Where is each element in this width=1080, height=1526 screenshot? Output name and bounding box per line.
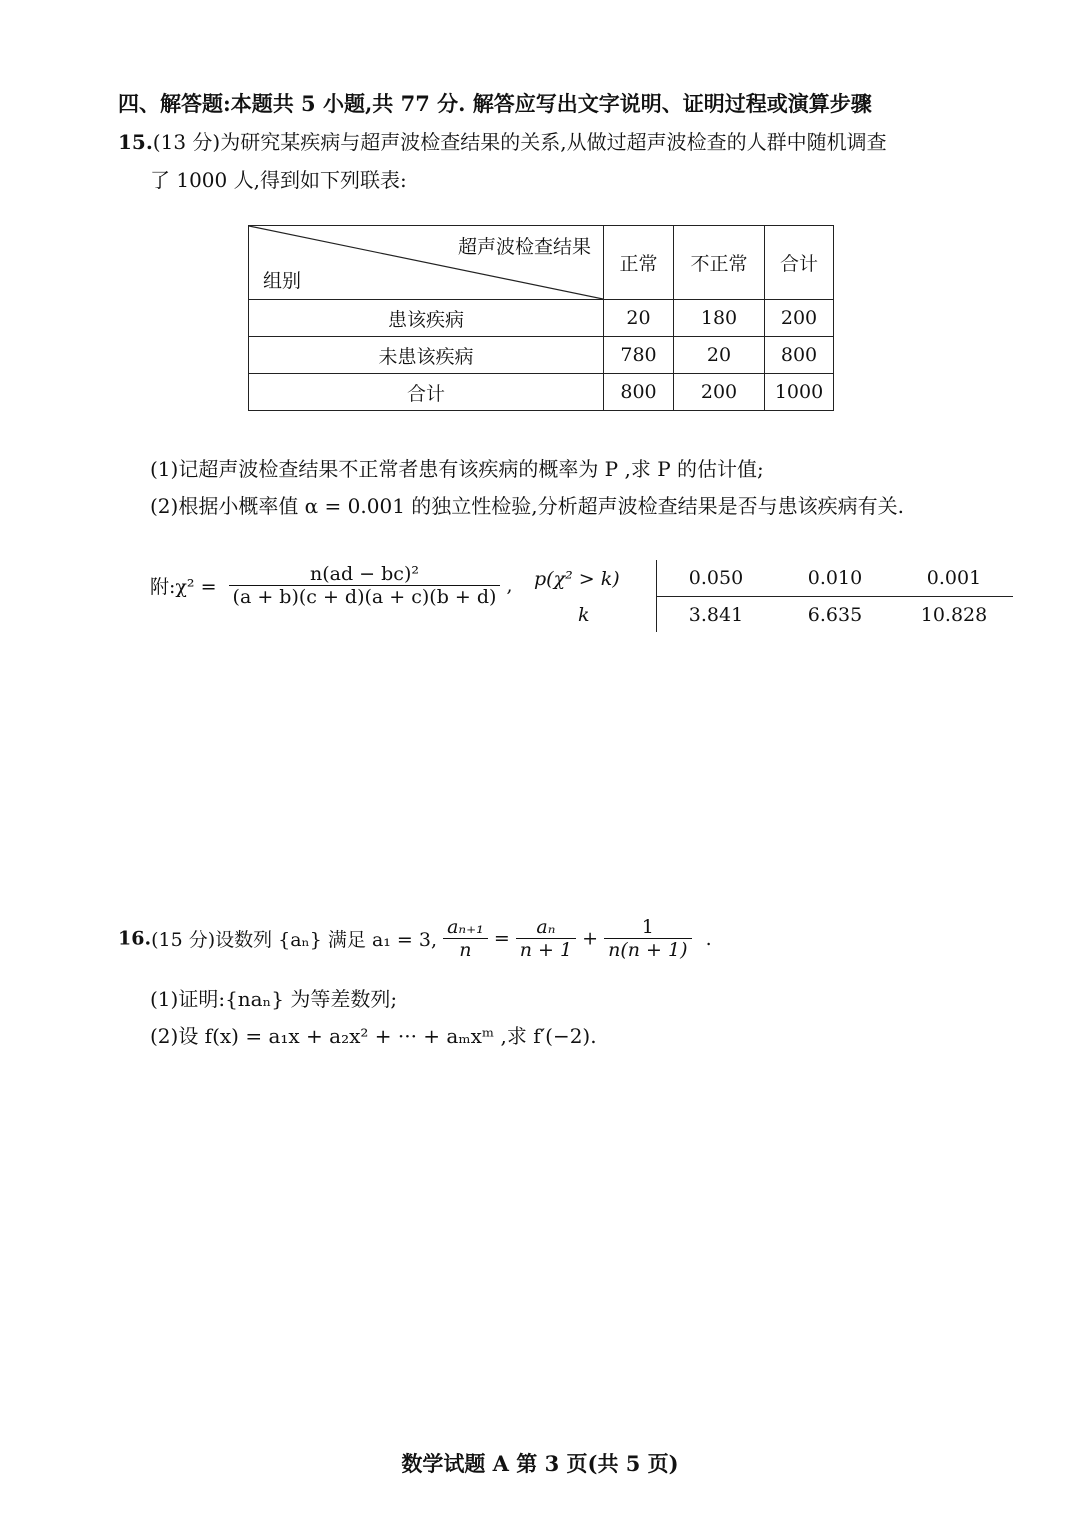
p-value: 0.001 [926, 567, 982, 589]
k-row-label: k [578, 604, 590, 626]
table-cell: 200 [674, 374, 765, 411]
header-result-label: 超声波检查结果 [457, 236, 591, 258]
formula-separator: , [506, 574, 513, 597]
k-value: 6.635 [807, 604, 863, 626]
q15-text-line2: 了 1000 人,得到如下列联表: [150, 168, 407, 192]
table-diagonal-header-cell [249, 226, 604, 300]
formula-fraction [229, 563, 501, 608]
column-header: 合计 [765, 226, 834, 300]
row-label: 未患该疾病 [249, 337, 604, 374]
table-cell: 800 [604, 374, 674, 411]
fraction-numerator: aₙ [536, 916, 556, 938]
table-cell: 1000 [765, 374, 834, 411]
q15-text-line1: (13 分)为研究某疾病与超声波检查结果的关系,从做过超声波检查的人群中随机调查 [152, 130, 887, 154]
recurrence-fraction-left [443, 916, 488, 961]
table-row [249, 374, 834, 411]
fraction-numerator: aₙ₊₁ [447, 916, 484, 938]
table-cell: 780 [604, 337, 674, 374]
row-label: 合计 [249, 374, 604, 411]
recurrence-fraction-right [604, 916, 691, 961]
fraction-denominator: n(n + 1) [604, 938, 691, 961]
section-header: 四、解答题:本题共 5 小题,共 77 分. 解答应写出文字说明、证明过程或演算步骤 [118, 91, 872, 116]
plus-sign: + [582, 927, 599, 950]
q16-part1: (1)证明:{naₙ} 为等差数列; [150, 987, 398, 1011]
table-divider [656, 596, 1013, 597]
q16-intro-line [118, 916, 712, 961]
equals-sign: = [493, 927, 510, 950]
table-cell: 200 [765, 300, 834, 337]
row-label: 患该疾病 [249, 300, 604, 337]
table-cell: 20 [674, 337, 765, 374]
q16-part2: (2)设 f(x) = a₁x + a₂x² + ··· + aₘxᵐ ,求 f′(−2). [150, 1024, 597, 1048]
end-period: . [705, 927, 712, 950]
q15-part2: (2)根据小概率值 α = 0.001 的独立性检验,分析超声波检查结果是否与患该疾病有关. [150, 494, 904, 518]
q15-intro-line1 [118, 126, 887, 155]
contingency-table [248, 225, 834, 411]
k-value: 10.828 [920, 604, 988, 626]
fraction-denominator: n [443, 938, 488, 961]
page-footer: 数学试题 A 第 3 页(共 5 页) [401, 1451, 679, 1476]
fraction-denominator: n + 1 [516, 938, 576, 961]
critical-value-table [656, 560, 1013, 632]
table-cell: 800 [765, 337, 834, 374]
table-cell: 180 [674, 300, 765, 337]
table-row [249, 300, 834, 337]
chi-square-formula [150, 563, 513, 608]
q16-number: 16. [118, 927, 152, 950]
header-group-label: 组别 [263, 270, 302, 292]
formula-numerator: n(ad − bc)² [310, 563, 419, 585]
table-row [249, 337, 834, 374]
k-value: 3.841 [688, 604, 744, 626]
q16-text-prefix: (15 分)设数列 {aₙ} 满足 a₁ = 3, [151, 929, 438, 951]
q15-part1: (1)记超声波检查结果不正常者患有该疾病的概率为 P ,求 P 的估计值; [150, 457, 764, 481]
q15-number: 15. [118, 130, 153, 154]
recurrence-fraction-middle [516, 916, 576, 961]
column-header: 不正常 [674, 226, 765, 300]
column-header: 正常 [604, 226, 674, 300]
p-row-label: p(χ² > k) [534, 568, 620, 590]
fraction-numerator: 1 [641, 916, 654, 938]
p-value: 0.050 [688, 567, 744, 589]
formula-denominator: (a + b)(c + d)(a + c)(b + d) [229, 585, 501, 608]
formula-prefix: 附:χ² = [150, 576, 217, 598]
table-cell: 20 [604, 300, 674, 337]
p-value: 0.010 [807, 567, 863, 589]
